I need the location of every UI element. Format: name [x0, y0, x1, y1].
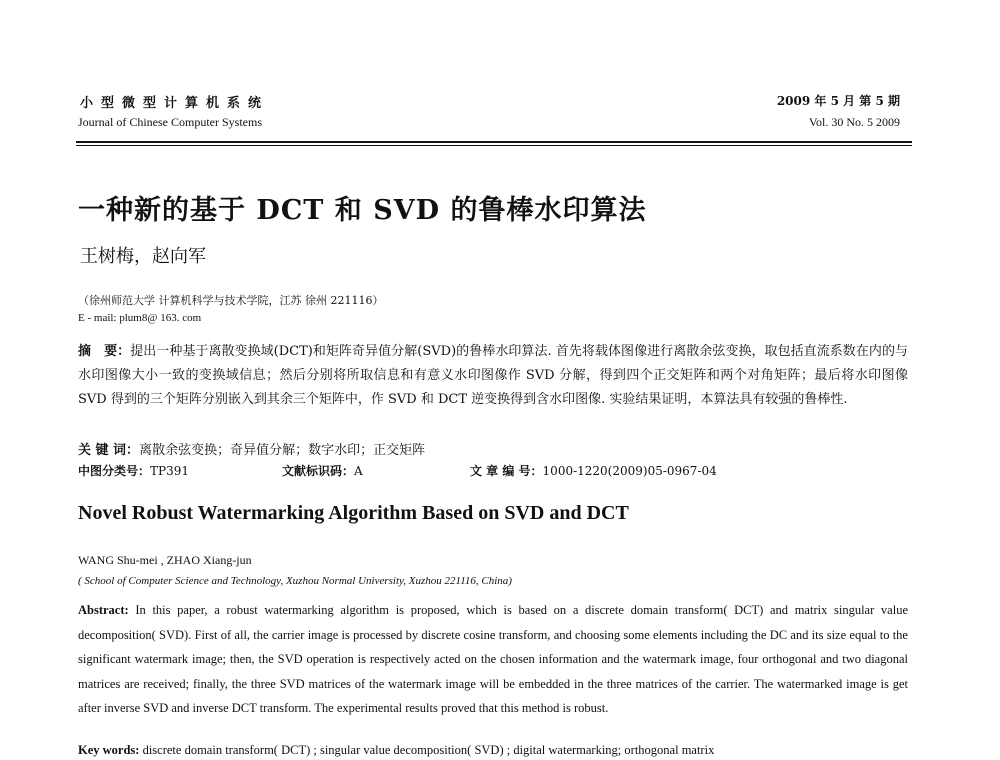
issue-volume-en: Vol. 30 No. 5 2009	[808, 115, 900, 129]
keywords-text-en: discrete domain transform( DCT) ; singular value decomposition( SVD) ; digital watermarking; orthogonal matrix	[142, 743, 715, 757]
clc-value: TP391	[150, 464, 189, 478]
authors-en: WANG Shu-mei , ZHAO Xiang-jun	[78, 553, 252, 567]
header-rule-thin	[76, 145, 912, 146]
article-no-value: 1000-1220(2009)05-0967-04	[542, 464, 717, 478]
clc-number	[78, 462, 189, 479]
author-email: E - mail: plum8@ 163. com	[78, 312, 202, 324]
keywords-label-en: Key words:	[78, 743, 140, 757]
article-no-label: 文 章 编 号：	[470, 464, 543, 478]
article-number	[470, 462, 717, 479]
document-code	[282, 462, 363, 479]
clc-label: 中图分类号：	[78, 464, 151, 478]
journal-name-cn: 小型微型计算机系统	[80, 96, 270, 111]
abstract-text-en: In this paper, a robust watermarking algorithm is proposed, which is based on a discrete domain transform( DCT) and matrix singular value decomposition( SVD). First of all, the carrier image is processed by discrete cosine transform, and choosing some elements including the DC and its size equal to the significant watermark image; then, the SVD operation is respectively acted on the chosen information and the watermark image, four orthogonal and two diagonal matrices are received; finally, the three SVD matrices of the watermark image will be embedded in the three matrices of the carrier. The watermarked image is get after inverse SVD and inverse DCT transform. The experimental results proved that this method is robust.	[78, 603, 909, 715]
header-rule-thick	[76, 141, 912, 143]
paper-title-en: Novel Robust Watermarking Algorithm Based on SVD and DCT	[78, 502, 629, 524]
paper-title-cn: 一种新的基于 DCT 和 SVD 的鲁棒水印算法	[78, 195, 647, 226]
keywords-cn	[78, 439, 425, 458]
issue-date-cn: 2009 年 5 月 第 5 期	[776, 94, 900, 108]
authors-cn: 王树梅，赵向军	[80, 246, 206, 267]
keywords-en	[78, 743, 714, 758]
abstract-en	[78, 598, 908, 721]
doc-code-value: A	[354, 464, 363, 478]
journal-name-en: Journal of Chinese Computer Systems	[78, 115, 262, 129]
keywords-text-cn: 离散余弦变换；奇异值分解；数字水印；正交矩阵	[139, 443, 426, 458]
keywords-label-cn: 关 键 词：	[78, 443, 140, 458]
abstract-cn	[78, 340, 908, 412]
abstract-text-cn: 提出一种基于离散变换域(DCT)和矩阵奇异值分解(SVD)的鲁棒水印算法. 首先将载体图像进行离散余弦变换，取包括直流系数在内的与水印图像大小一致的变换域信息；然后分别将所取信息和有意义水印图像作 SVD 分解，得到四个正交矩阵和两个对角矩阵；最后将水印图像 SVD 得到的三个矩阵分别嵌入到其余三个矩阵中，作 SVD 和 DCT 逆变换得到含水印图像. 实验结果证明，本算法具有较强的鲁棒性.	[78, 344, 908, 407]
affiliation-cn: （徐州师范大学 计算机科学与技术学院，江苏 徐州 221116）	[78, 294, 384, 307]
abstract-label-cn: 摘 要：	[78, 344, 131, 359]
doc-code-label: 文献标识码：	[282, 464, 355, 478]
affiliation-en: ( School of Computer Science and Technology, Xuzhou Normal University, Xuzhou 221116, China)	[78, 575, 512, 587]
abstract-label-en: Abstract:	[78, 603, 129, 617]
